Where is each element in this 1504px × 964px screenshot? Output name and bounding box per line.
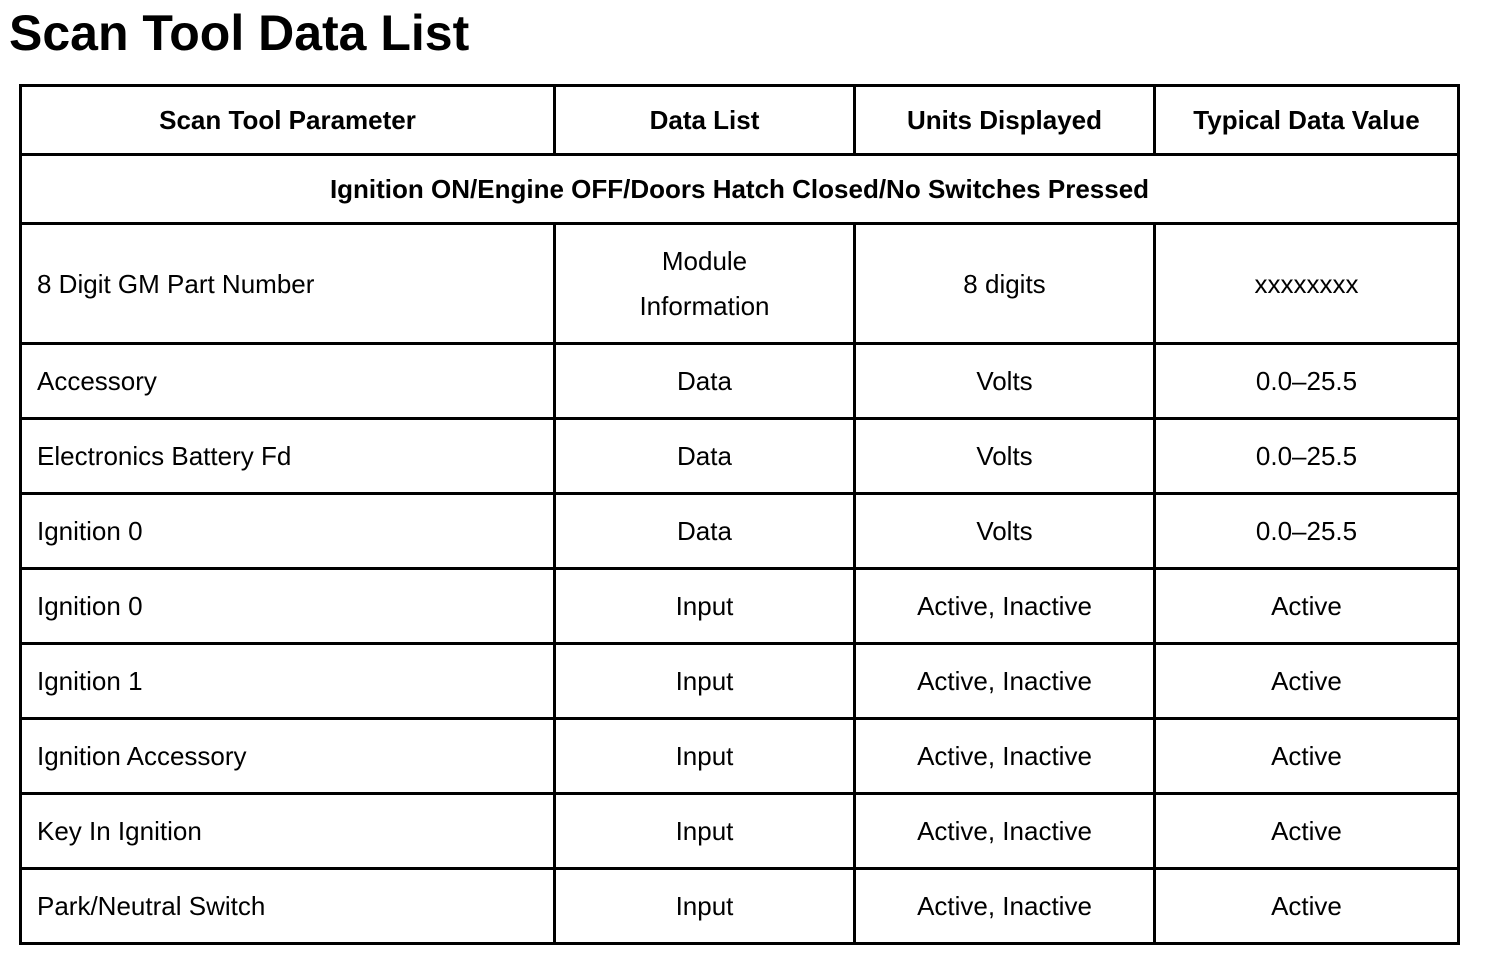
cell-parameter: Ignition 1	[21, 644, 555, 719]
page-title: Scan Tool Data List	[9, 5, 470, 61]
cell-parameter: Accessory	[21, 344, 555, 419]
cell-data-list	[555, 224, 855, 344]
cell-units: Active, Inactive	[855, 569, 1155, 644]
cell-data-list: Input	[555, 869, 855, 944]
cell-units: Volts	[855, 344, 1155, 419]
table-row	[21, 794, 1459, 869]
header-data-list: Data List	[555, 86, 855, 155]
cell-parameter: Ignition 0	[21, 494, 555, 569]
cell-parameter: Park/Neutral Switch	[21, 869, 555, 944]
cell-parameter: Ignition Accessory	[21, 719, 555, 794]
cell-parameter: 8 Digit GM Part Number	[21, 224, 555, 344]
table-row	[21, 719, 1459, 794]
table-header-row	[21, 86, 1459, 155]
cell-typical-value: 0.0–25.5	[1155, 344, 1459, 419]
header-typical-data-value: Typical Data Value	[1155, 86, 1459, 155]
cell-units: Active, Inactive	[855, 794, 1155, 869]
cell-data-list: Input	[555, 569, 855, 644]
cell-units: Active, Inactive	[855, 869, 1155, 944]
table-row	[21, 344, 1459, 419]
cell-typical-value: Active	[1155, 644, 1459, 719]
cell-units: Active, Inactive	[855, 644, 1155, 719]
cell-parameter: Ignition 0	[21, 569, 555, 644]
cell-data-list-text: Module Information	[639, 245, 770, 321]
cell-typical-value: 0.0–25.5	[1155, 494, 1459, 569]
cell-typical-value: Active	[1155, 719, 1459, 794]
table-row	[21, 644, 1459, 719]
cell-data-list: Input	[555, 719, 855, 794]
section-row	[21, 155, 1459, 224]
cell-typical-value: 0.0–25.5	[1155, 419, 1459, 494]
cell-units: Active, Inactive	[855, 719, 1155, 794]
cell-data-list: Data	[555, 494, 855, 569]
table-row	[21, 224, 1459, 344]
table-row	[21, 869, 1459, 944]
cell-typical-value: Active	[1155, 794, 1459, 869]
cell-data-list: Input	[555, 644, 855, 719]
header-units-displayed: Units Displayed	[855, 86, 1155, 155]
cell-units: 8 digits	[855, 224, 1155, 344]
cell-parameter: Electronics Battery Fd	[21, 419, 555, 494]
table-row	[21, 419, 1459, 494]
table-row	[21, 569, 1459, 644]
cell-typical-value: xxxxxxxx	[1155, 224, 1459, 344]
cell-typical-value: Active	[1155, 869, 1459, 944]
header-scan-tool-parameter: Scan Tool Parameter	[21, 86, 555, 155]
cell-parameter: Key In Ignition	[21, 794, 555, 869]
cell-units: Volts	[855, 494, 1155, 569]
cell-data-list: Input	[555, 794, 855, 869]
scan-tool-data-table	[19, 84, 1460, 945]
table-row	[21, 494, 1459, 569]
section-conditions: Ignition ON/Engine OFF/Doors Hatch Closed/No Switches Pressed	[21, 155, 1459, 224]
cell-typical-value: Active	[1155, 569, 1459, 644]
cell-data-list: Data	[555, 344, 855, 419]
cell-data-list: Data	[555, 419, 855, 494]
cell-units: Volts	[855, 419, 1155, 494]
